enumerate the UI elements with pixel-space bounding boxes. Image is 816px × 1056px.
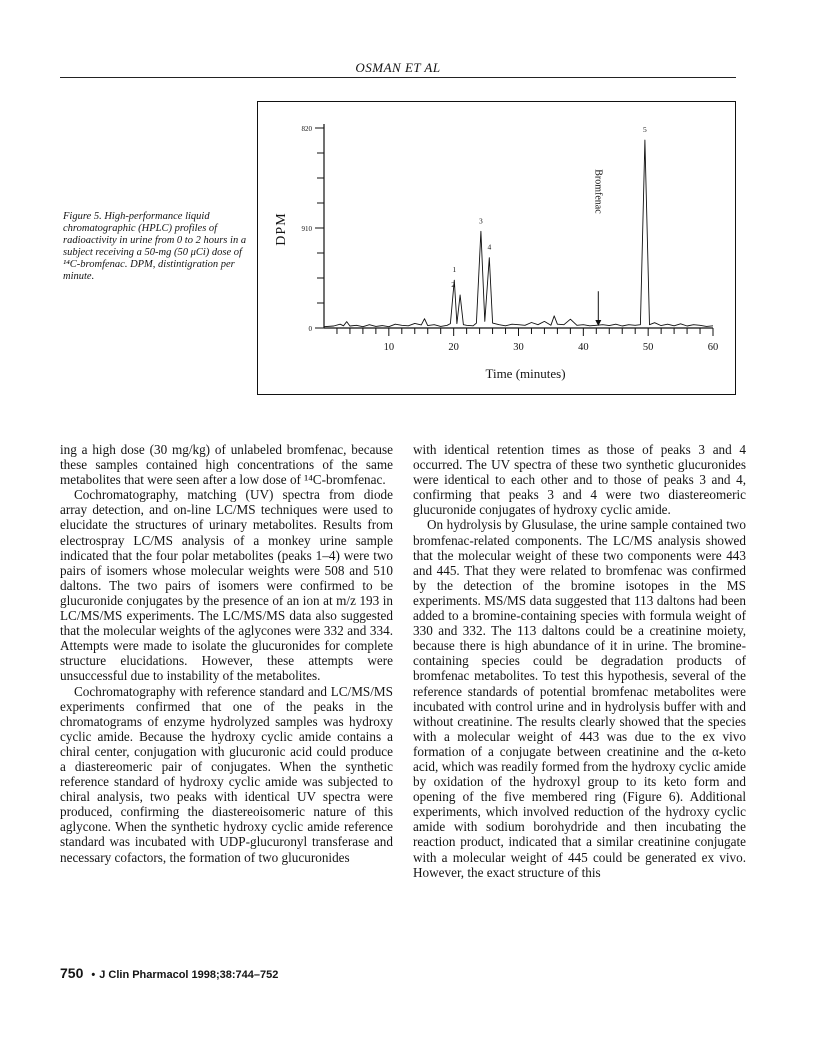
paragraph: Cochromatography with reference standard and LC/MS/MS experiments confirmed that one of the peaks in the chromatograms of enzyme hydrolyzed samples was hydroxy cyclic amide. Because the hydroxy cyclic amide contains a chiral center, conjugation with glucuronic acid could produce a diastereomeric pair of conjugates. When the synthetic reference standard of hydroxy cyclic amide was subjected to chiral analysis, two peaks with identical UV spectra were produced, confirming the diastereoisomeric nature of this aglycone. When the synthetic hydroxy cyclic amide reference standard was incubated with UDP-glucuronyl transferase and necessary cofactors, the formation of two glucuronides <box>60 683 393 865</box>
paragraph: On hydrolysis by Glusulase, the urine sample contained two bromfenac-related components. The LC/MS analysis showed that the molecular weight of these two components were 443 and 445. That they were related to bromfenac was confirmed by the detection of the bromine isotopes in the MS experiments. MS/MS data suggested that 113 daltons had been added to a bromine-containing species with formula weight of 330 and 332. The 113 daltons could be a creatinine moiety, because there is high abundance of it in urine. The bromine-containing species could be degradation products of bromfenac metabolites. To test this hypothesis, several of the reference standards of potential bromfenac metabolites were incubated with control urine and in hydrolysis buffer with and without creatinine. The results clearly showed that the species with a molecular weight of 443 was due to the ex vivo formation of a conjugate between creatinine and the α-keto acid, which was readily formed from the hydroxy cyclic amide by oxidation of the hydroxyl group to its keto form and opening of the five membered ring (Figure 6). Additional experiments, which involved reduction of the hydroxy cyclic amide with sodium borohydride and then incubating the reaction product, indicated that a similar creatinine conjugate with a molecular weight of 445 could be generated ex vivo. However, the exact structure of this <box>413 517 746 880</box>
bromfenac-annotation: Bromfenac <box>592 169 604 214</box>
x-tick-label: 20 <box>448 342 459 353</box>
y-axis-label: DPM <box>274 212 289 246</box>
paragraph: with identical retention times as those of peaks 3 and 4 occurred. The UV spectra of these two synthetic glucuronides were identical to each other and to those of peaks 3 and 4, confirming that peaks 3 and 4 were two diastereomeric glucuronide conjugates of hydroxy cyclic amide. <box>413 442 746 518</box>
x-tick-label: 10 <box>383 342 395 353</box>
x-tick-label: 30 <box>513 342 524 353</box>
bullet-separator: • <box>91 969 96 981</box>
peak-label: 3 <box>479 216 483 226</box>
x-tick-label: 60 <box>707 342 719 353</box>
header-rule <box>60 77 736 78</box>
x-axis-label: Time (minutes) <box>485 366 566 381</box>
figure-caption: Figure 5. High-performance liquid chromatographic (HPLC) profiles of radioactivity in urine from 0 to 2 hours in a subject receiving a 50-mg (50 μCi) dose of ¹⁴C-bromfenac. DPM, distintigration per minute. <box>63 211 247 282</box>
y-tick-label: 0 <box>308 325 312 333</box>
paragraph: Cochromatography, matching (UV) spectra from diode array detection, and on-line LC/MS techniques were used to elucidate the structures of urinary metabolites. Results from electrospray LC/MS analysis of a monkey urine sample indicated that the four polar metabolites (peaks 1–4) were two pairs of isomers whose molecular weights were 508 and 510 daltons. The two pairs of isomers were confirmed to be glucuronide conjugates by the presence of an ion at m/z 193 in LC/MS/MS experiments. The LC/MS/MS data also suggested that the molecular weights of the aglycones were 332 and 334. Attempts were made to isolate the glucuronides for complete structure elucidations. However, these attempts were unsuccessful due to instability of the metabolites. <box>60 487 393 684</box>
y-tick-label: 910 <box>301 225 312 233</box>
body-column-left <box>60 442 393 865</box>
peak-label: 1 <box>452 265 457 275</box>
x-tick-label: 40 <box>578 342 589 353</box>
radioactivity-trace <box>324 140 713 327</box>
peak-label: 2 <box>451 280 456 290</box>
figure-frame <box>257 101 736 395</box>
body-column-right <box>413 442 746 880</box>
peak-label: 5 <box>643 125 647 135</box>
page-footer <box>60 965 278 981</box>
running-head: OSMAN ET AL <box>355 60 441 75</box>
peak-label: 4 <box>487 242 492 252</box>
x-tick-label: 50 <box>642 342 654 353</box>
paragraph: ing a high dose (30 mg/kg) of unlabeled bromfenac, because these samples contained high concentrations of the same metabolites that were seen after a low dose of ¹⁴C-bromfenac. <box>60 442 393 488</box>
hplc-chromatogram <box>258 102 737 396</box>
journal-citation: J Clin Pharmacol 1998;38:744–752 <box>99 969 279 981</box>
page-number: 750 <box>60 965 84 981</box>
y-tick-label: 820 <box>301 125 312 133</box>
